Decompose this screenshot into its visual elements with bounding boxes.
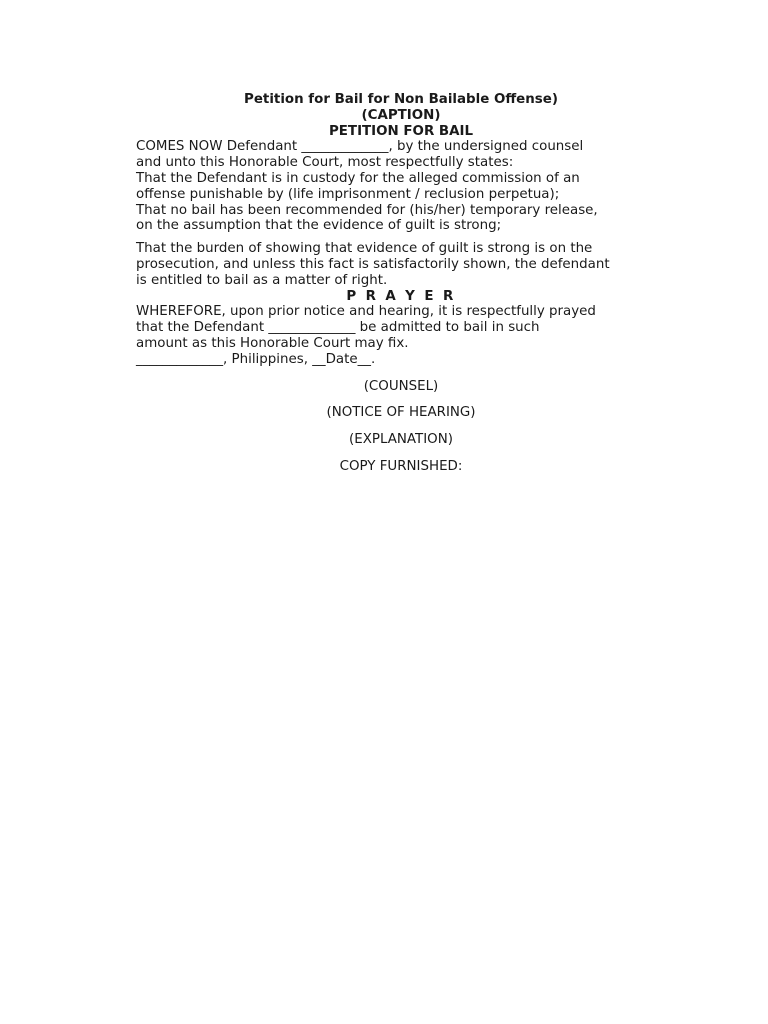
text-line: That the Defendant is in custody for the alleged commission of an: [136, 170, 580, 186]
text-line: and unto this Honorable Court, most respectfully states:: [136, 155, 514, 171]
paragraph-prayer: [136, 304, 676, 367]
petition-heading: PETITION FOR BAIL: [328, 123, 474, 139]
caption-placeholder: (CAPTION): [361, 107, 441, 123]
paragraph-burden: [136, 241, 676, 288]
text-line: That no bail has been recommended for (his/her) temporary release,: [136, 202, 598, 218]
notice-of-hearing-placeholder: (NOTICE OF HEARING): [326, 405, 476, 421]
paragraph-no-bail: [136, 203, 676, 235]
paragraph-comes-now: [136, 139, 676, 171]
text-line: WHEREFORE, upon prior notice and hearing, it is respectfully prayed: [136, 304, 596, 320]
text-line: on the assumption that the evidence of guilt is strong;: [136, 218, 502, 234]
text-line: COMES NOW Defendant _____________, by the undersigned counsel: [136, 139, 584, 155]
text-line: offense punishable by (life imprisonment / reclusion perpetua);: [136, 186, 560, 202]
prayer-heading: P R A Y E R: [346, 288, 456, 304]
text-line: That the burden of showing that evidence of guilt is strong is on the: [136, 241, 593, 257]
text-line: amount as this Honorable Court may fix.: [136, 335, 409, 351]
document-title: Petition for Bail for Non Bailable Offense): [244, 92, 558, 107]
counsel-placeholder: (COUNSEL): [363, 378, 439, 394]
paragraph-custody: [136, 171, 676, 203]
explanation-placeholder: (EXPLANATION): [349, 432, 453, 448]
text-line: is entitled to bail as a matter of right.: [136, 272, 388, 288]
copy-furnished-label: COPY FURNISHED:: [339, 458, 463, 474]
place-date-line: _____________, Philippines, __Date__.: [136, 351, 376, 367]
text-line: that the Defendant _____________ be admitted to bail in such: [136, 320, 540, 336]
text-line: prosecution, and unless this fact is satisfactorily shown, the defendant: [136, 256, 610, 272]
paragraph-gap: [136, 234, 676, 241]
document-page: [136, 92, 676, 475]
